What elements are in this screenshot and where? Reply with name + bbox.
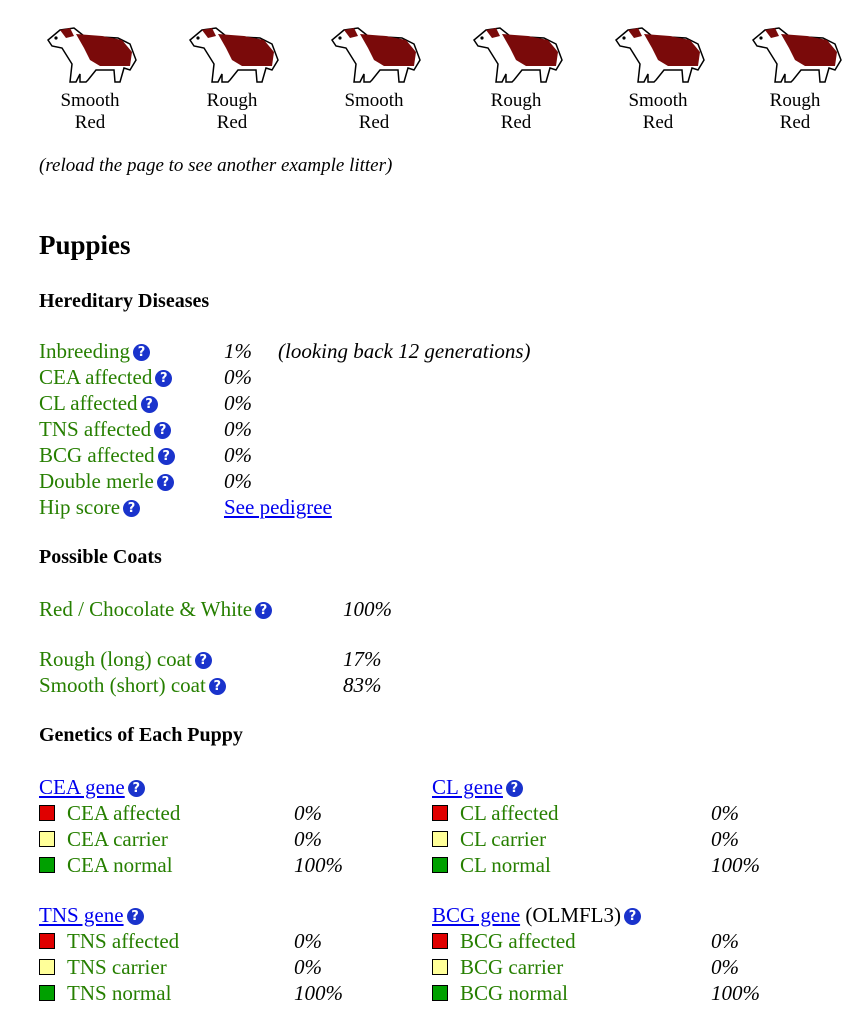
tns-gene-header — [39, 902, 144, 928]
puppy-coat: Rough — [769, 90, 821, 111]
puppy-color: Red — [74, 112, 106, 133]
cl-affected-label: CL affected ? — [39, 390, 158, 416]
tns-gene-link[interactable]: TNS gene — [39, 903, 124, 927]
bcg-affected-value: 0% — [224, 443, 252, 467]
affected-swatch — [39, 933, 55, 949]
collie-dog-icon — [466, 18, 566, 88]
bcg-normal-percent: 100% — [711, 981, 760, 1005]
collie-dog-icon — [324, 18, 424, 88]
collie-dog-icon — [40, 18, 140, 88]
cea-carrier-row: CEA carrier — [39, 826, 168, 852]
help-icon[interactable]: ? — [209, 678, 226, 695]
puppy-coat: Smooth — [60, 90, 120, 111]
collie-dog-icon — [182, 18, 282, 88]
puppy-coat: Rough — [490, 90, 542, 111]
puppy-color: Red — [358, 112, 390, 133]
cl-normal-row: CL normal — [432, 852, 551, 878]
tns-affected-label: TNS affected ? — [39, 416, 171, 442]
example-litter — [30, 18, 850, 148]
puppy-3 — [314, 18, 434, 134]
cea-affected-row: CEA affected — [39, 800, 180, 826]
cl-carrier-row: CL carrier — [432, 826, 546, 852]
tns-affected-row: TNS affected — [39, 928, 179, 954]
puppy-coat: Smooth — [344, 90, 404, 111]
puppy-color: Red — [216, 112, 248, 133]
cea-gene-header — [39, 774, 145, 800]
affected-swatch — [432, 805, 448, 821]
cl-normal-percent: 100% — [711, 853, 760, 877]
bcg-gene-suffix: (OLMFL3) — [525, 903, 621, 927]
tns-normal-percent: 100% — [294, 981, 343, 1005]
smooth-coat-value: 83% — [343, 673, 382, 697]
rough-coat-label: Rough (long) coat ? — [39, 646, 212, 672]
puppy-color: Red — [779, 112, 811, 133]
bcg-gene-link[interactable]: BCG gene — [432, 903, 521, 927]
affected-swatch — [39, 805, 55, 821]
cea-gene-link[interactable]: CEA gene — [39, 775, 125, 799]
bcg-gene-header — [432, 902, 641, 928]
puppy-coat: Rough — [206, 90, 258, 111]
collie-dog-icon — [608, 18, 708, 88]
puppy-6 — [735, 18, 855, 134]
bcg-affected-label: BCG affected ? — [39, 442, 175, 468]
inbreeding-note: (looking back 12 generations) — [278, 339, 531, 363]
hip-score-label: Hip score ? — [39, 494, 140, 520]
hereditary-diseases-heading: Hereditary Diseases — [39, 290, 210, 312]
cl-affected-row: CL affected — [432, 800, 559, 826]
help-icon[interactable]: ? — [158, 448, 175, 465]
bcg-carrier-percent: 0% — [711, 955, 739, 979]
normal-swatch — [39, 857, 55, 873]
normal-swatch — [432, 985, 448, 1001]
puppy-coat: Smooth — [628, 90, 688, 111]
bcg-affected-percent: 0% — [711, 929, 739, 953]
tns-carrier-row: TNS carrier — [39, 954, 167, 980]
puppy-2 — [172, 18, 292, 134]
normal-swatch — [39, 985, 55, 1001]
help-icon[interactable]: ? — [128, 780, 145, 797]
carrier-swatch — [432, 831, 448, 847]
coat-color-value: 100% — [343, 597, 392, 621]
tns-carrier-percent: 0% — [294, 955, 322, 979]
cl-gene-header — [432, 774, 523, 800]
puppy-1 — [30, 18, 150, 134]
reload-note: (reload the page to see another example litter) — [39, 155, 393, 176]
help-icon[interactable]: ? — [123, 500, 140, 517]
cl-affected-value: 0% — [224, 391, 252, 415]
puppy-5 — [598, 18, 718, 134]
help-icon[interactable]: ? — [506, 780, 523, 797]
puppy-4 — [456, 18, 576, 134]
help-icon[interactable]: ? — [133, 344, 150, 361]
cl-gene-link[interactable]: CL gene — [432, 775, 503, 799]
see-pedigree-link[interactable]: See pedigree — [224, 495, 332, 519]
puppy-color: Red — [500, 112, 532, 133]
carrier-swatch — [39, 831, 55, 847]
inbreeding-value: 1% — [224, 339, 252, 363]
genetics-heading: Genetics of Each Puppy — [39, 724, 243, 746]
cea-affected-value: 0% — [224, 365, 252, 389]
carrier-swatch — [39, 959, 55, 975]
help-icon[interactable]: ? — [195, 652, 212, 669]
cea-normal-row: CEA normal — [39, 852, 173, 878]
help-icon[interactable]: ? — [141, 396, 158, 413]
cl-affected-percent: 0% — [711, 801, 739, 825]
bcg-normal-row: BCG normal — [432, 980, 568, 1006]
collie-dog-icon — [745, 18, 845, 88]
bcg-affected-row: BCG affected — [432, 928, 576, 954]
affected-swatch — [432, 933, 448, 949]
double-merle-label: Double merle ? — [39, 468, 174, 494]
cea-normal-percent: 100% — [294, 853, 343, 877]
help-icon[interactable]: ? — [155, 370, 172, 387]
smooth-coat-label: Smooth (short) coat ? — [39, 672, 226, 698]
tns-normal-row: TNS normal — [39, 980, 171, 1006]
carrier-swatch — [432, 959, 448, 975]
tns-affected-value: 0% — [224, 417, 252, 441]
bcg-carrier-row: BCG carrier — [432, 954, 563, 980]
cea-affected-percent: 0% — [294, 801, 322, 825]
puppy-color: Red — [642, 112, 674, 133]
double-merle-value: 0% — [224, 469, 252, 493]
help-icon[interactable]: ? — [157, 474, 174, 491]
help-icon[interactable]: ? — [624, 908, 641, 925]
help-icon[interactable]: ? — [255, 602, 272, 619]
cea-affected-label: CEA affected ? — [39, 364, 172, 390]
rough-coat-value: 17% — [343, 647, 382, 671]
cea-carrier-percent: 0% — [294, 827, 322, 851]
help-icon[interactable]: ? — [154, 422, 171, 439]
inbreeding-label: Inbreeding ? — [39, 338, 150, 364]
coat-color-label: Red / Chocolate & White ? — [39, 596, 272, 622]
cl-carrier-percent: 0% — [711, 827, 739, 851]
possible-coats-heading: Possible Coats — [39, 546, 162, 568]
page-title: Puppies — [39, 230, 131, 260]
help-icon[interactable]: ? — [127, 908, 144, 925]
tns-affected-percent: 0% — [294, 929, 322, 953]
normal-swatch — [432, 857, 448, 873]
